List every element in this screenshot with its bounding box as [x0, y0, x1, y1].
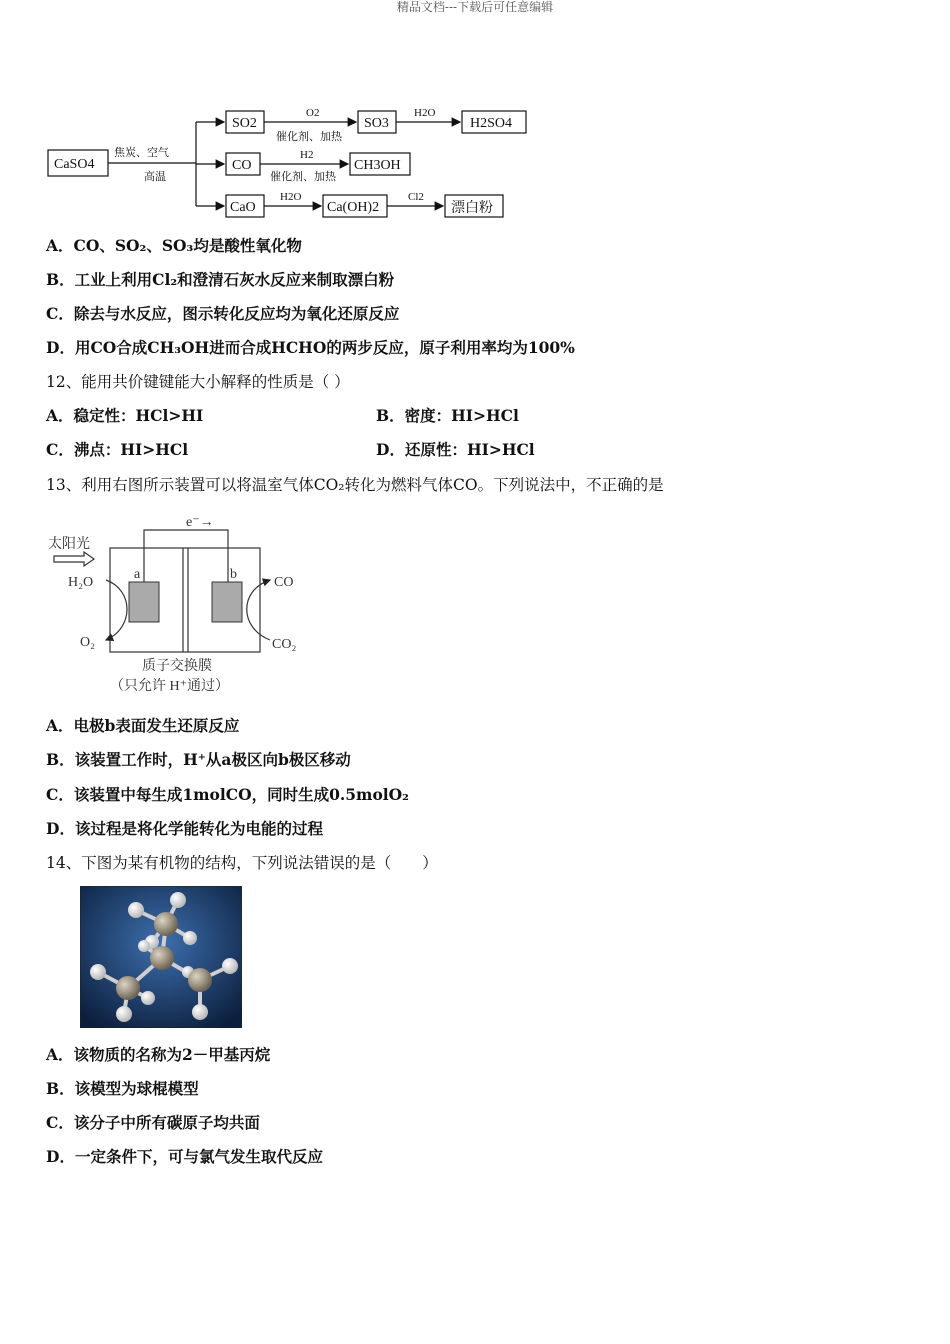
photoelectrochemical-cell-diagram [44, 510, 314, 700]
flow-so2: SO2 [232, 116, 257, 131]
q12-option-c: C．沸点：HI>HCl [46, 440, 189, 459]
h2o-label: H₂O [68, 575, 94, 590]
q13-option-a: A．电极b表面发生还原反应 [46, 716, 240, 735]
ball-and-stick-model-image [80, 886, 242, 1028]
q13-option-d: D．该过程是将化学能转化为电能的过程 [46, 819, 323, 838]
electrode-a-label: a [134, 567, 141, 582]
q11-option-a: A．CO、SO₂、SO₃均是酸性氧化物 [46, 236, 302, 255]
co2-label: CO₂ [272, 637, 297, 652]
flow-reagent-h2: H2 [300, 149, 314, 161]
flow-condition-top: 焦炭、空气 [114, 147, 169, 159]
flow-reagent-cl2: Cl2 [408, 191, 424, 203]
q14-option-a: A．该物质的名称为2－甲基丙烷 [46, 1045, 271, 1064]
flow-bleaching-powder: 漂白粉 [451, 201, 493, 216]
q13-option-c: C．该装置中每生成1molCO，同时生成0.5molO₂ [46, 785, 409, 804]
q14-option-b: B．该模型为球棍模型 [46, 1079, 199, 1098]
q12-option-d: D．还原性：HI>HCl [376, 440, 535, 459]
membrane-note: （只允许 H⁺通过） [110, 679, 229, 694]
q12-option-b: B．密度：HI>HCl [376, 406, 519, 425]
flow-caso4: CaSO4 [54, 157, 95, 172]
electron-flow-label: e⁻→ [186, 515, 214, 530]
co-label: CO [274, 575, 294, 590]
flow-ch3oh: CH3OH [354, 158, 401, 173]
flow-so3: SO3 [364, 116, 389, 131]
flow-catalyst-2: 催化剂、加热 [270, 171, 336, 183]
flow-condition-bottom: 高温 [144, 171, 166, 183]
q13-option-b: B．该装置工作时，H⁺从a极区向b极区移动 [46, 750, 351, 769]
flow-h2so4: H2SO4 [470, 116, 513, 131]
q13-stem: 13、利用右图所示装置可以将温室气体CO₂转化为燃料气体CO。下列说法中，不正确的是 [46, 476, 664, 494]
sunlight-label: 太阳光 [48, 537, 90, 552]
q14-option-d: D．一定条件下，可与氯气发生取代反应 [46, 1147, 323, 1166]
q11-option-c: C．除去与水反应，图示转化反应均为氧化还原反应 [46, 304, 400, 323]
flow-co: CO [232, 158, 252, 173]
q14-option-c: C．该分子中所有碳原子均共面 [46, 1113, 260, 1132]
q12-stem: 12、能用共价键键能大小解释的性质是（ ） [46, 373, 350, 391]
q11-option-b: B．工业上利用Cl₂和澄清石灰水反应来制取漂白粉 [46, 270, 395, 289]
membrane-label: 质子交换膜 [142, 659, 212, 674]
q14-stem: 14、下图为某有机物的结构，下列说法错误的是（ ） [46, 854, 438, 872]
q11-option-d: D．用CO合成CH₃OH进而合成HCHO的两步反应，原子利用率均为100% [46, 338, 575, 357]
o2-label: O₂ [80, 635, 95, 650]
flow-reagent-h2o-1: H2O [414, 107, 436, 119]
page-header: 精品文档---下载后可任意编辑 [396, 0, 554, 14]
flow-reagent-h2o-2: H2O [280, 191, 302, 203]
electrode-b-label: b [230, 567, 237, 582]
flow-caoh2: Ca(OH)2 [327, 200, 380, 215]
flow-reagent-o2: O2 [306, 107, 320, 119]
flow-catalyst-1: 催化剂、加热 [276, 131, 342, 143]
caso4-flow-diagram [40, 100, 560, 230]
flow-cao: CaO [230, 200, 256, 215]
q12-option-a: A．稳定性：HCl>HI [46, 406, 204, 425]
